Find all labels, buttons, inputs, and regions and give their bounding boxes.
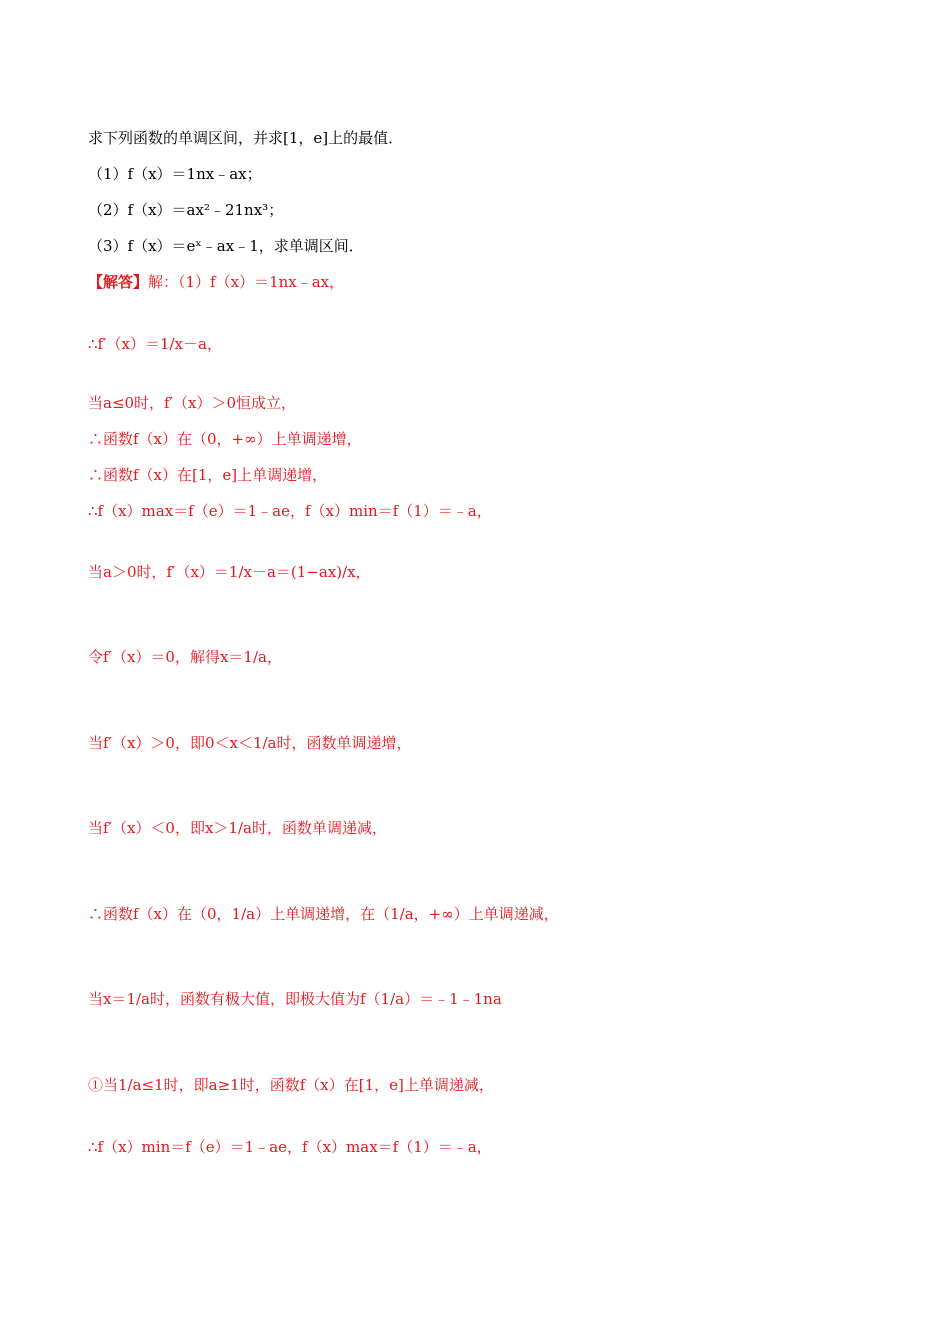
solution-line-4: ∴函数f（x）在（0，+∞）上单调递增， [88,430,362,448]
solution-line-12: 当x＝1/a时，函数有极大值，即极大值为f（1/a）＝﹣1﹣1na [88,990,502,1008]
solution-line-2: ∴f′（x）＝1/x－a， [88,335,222,353]
solution-line-5: ∴函数f（x）在[1，e]上单调递增， [88,466,328,484]
problem-part-1: （1）f（x）＝1nx﹣ax； [88,165,262,183]
problem-part-3: （3）f（x）＝eˣ﹣ax﹣1，求单调区间． [88,237,364,255]
solution-tag: 【解答】 [88,273,149,291]
solution-line-1-text: 解：（1）f（x）＝1nx﹣ax， [148,273,345,291]
solution-line-14: ∴f（x）min＝f（e）＝1﹣ae，f（x）max＝f（1）＝﹣a， [88,1138,492,1156]
solution-line-13: ①当1/a≤1时，即a≥1时，函数f（x）在[1，e]上单调递减， [88,1076,494,1094]
problem-part-2: （2）f（x）＝ax²﹣21nx³； [88,201,284,219]
solution-line-10: 当f′（x）＜0，即x＞1/a时，函数单调递减， [88,819,387,837]
solution-line-9: 当f′（x）＞0，即0＜x＜1/a时，函数单调递增， [88,734,412,752]
solution-line-3: 当a≤0时，f′（x）＞0恒成立， [88,394,297,412]
solution-line-8: 令f′（x）＝0，解得x＝1/a， [88,648,282,666]
solution-line-6: ∴f（x）max＝f（e）＝1﹣ae，f（x）min＝f（1）＝﹣a， [88,502,492,520]
solution-line-1 [88,272,344,292]
solution-line-11: ∴函数f（x）在（0，1/a）上单调递增，在（1/a，+∞）上单调递减， [88,905,559,923]
solution-line-7: 当a＞0时，f′（x）＝1/x－a＝(1−ax)/x， [88,563,371,581]
problem-intro: 求下列函数的单调区间，并求[1，e]上的最值． [88,129,404,147]
